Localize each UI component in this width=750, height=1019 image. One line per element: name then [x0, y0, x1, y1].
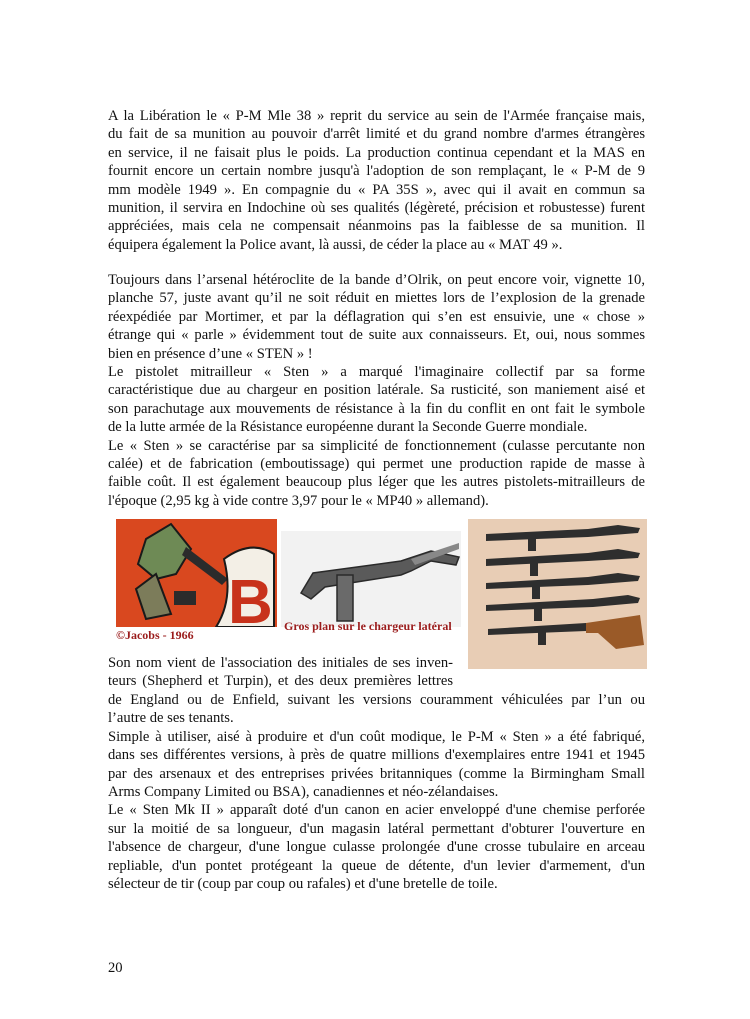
- text-line: de England ou de Enfield, suivant les versions couramment véhiculées par l’un ou: [108, 692, 645, 708]
- text-line: Le « Sten » se caractérise par sa simplicité de fonctionnement (culasse percutante non: [108, 437, 645, 454]
- text-line: calée) et de fabrication (emboutissage) qui permet une production rapide de masse à: [108, 456, 645, 473]
- paragraph-name-origin-narrow: [108, 654, 453, 691]
- text-line: Toujours dans l’arsenal hétéroclite de la bande d’Olrik, on peut encore voir, vignette 10,: [108, 272, 645, 288]
- text-line: sur la moitié de sa longueur, d'un magasin latéral permettant d'obturer l'ouverture en: [108, 820, 645, 837]
- text-line: Son nom vient de l'association des initiales de ses inven-: [108, 655, 453, 671]
- text-line: teurs (Shepherd et Turpin), et des deux premières lettres: [108, 673, 453, 690]
- caption-magazine: Gros plan sur le chargeur latéral: [284, 619, 452, 633]
- text-line: munition, il servira en Indochine où ses qualités (légèreté, précision et robustesse) furent: [108, 200, 645, 217]
- text-line: appréciées, mais cela ne compensait néanmoins pas la faiblesse de sa munition. Il: [108, 218, 645, 235]
- comic-panel-image: [116, 519, 277, 627]
- page-number: 20: [108, 960, 123, 976]
- text-line: repliable, d'un pontet protégeant la queue de détente, d'un levier d'armement, d'un: [108, 857, 645, 874]
- text-line: Le pistolet mitrailleur « Sten » a marqué l'imaginaire collectif par sa forme: [108, 364, 645, 381]
- paragraph-liberation: [108, 107, 645, 254]
- text-line: l’autre de ses tenants.: [108, 710, 234, 727]
- text-line: son parachutage aux mouvements de résistance à la fin du conflit en ont fait le symbole: [108, 400, 645, 417]
- text-line: de la lutte armée de la Résistance européenne durant la Seconde Guerre mondiale.: [108, 419, 588, 436]
- caption-credit: ©Jacobs - 1966: [116, 628, 194, 642]
- text-line: étrange qui « parle » évidemment tout de suite aux connaisseurs. Et, oui, nous sommes: [108, 327, 645, 344]
- paragraph-sten-intro: [108, 271, 645, 510]
- sten-variants-photo: [468, 519, 647, 669]
- text-line: faible coût. Il est également beaucoup plus léger que les autres pistolets-mitrailleurs de: [108, 474, 645, 491]
- text-line: réexpédiée par Mortimer, et par la déflagration qui s’en est ensuivie, une « chose »: [108, 308, 645, 325]
- text-line: Arms Company Limited ou BSA), canadiennes et néo-zélandaises.: [108, 784, 499, 801]
- text-line: dans ses différentes versions, à près de quatre millions d'exemplaires entre 1941 et 1945: [108, 747, 645, 764]
- text-line: par des arsenaux et des entreprises privées britanniques (comme la Birmingham Small: [108, 765, 645, 782]
- text-line: fournit encore un certain nombre jusqu'à l'adoption de son remplaçant, le « P-M de 9: [108, 163, 645, 180]
- text-line: du fait de sa munition au pouvoir d'arrêt limité et du grand nombre d'armes étrangères: [108, 126, 645, 143]
- text-line: l'absence de chargeur, d'une longue culasse prolongée d'une crosse tubulaire en arceau: [108, 839, 645, 856]
- sten-magazine-photo: [281, 531, 461, 627]
- text-line: Le « Sten Mk II » apparaît doté d'un canon en acier enveloppé d'une chemise perforée: [108, 802, 645, 819]
- text-line: caractéristique due au chargeur en position latérale. Sa rusticité, son maniement aisé et: [108, 382, 645, 399]
- text-line: mm modèle 1949 ». En compagnie du « PA 35S », avec qui il avait en commun sa: [108, 181, 645, 198]
- sten-variants-drawing: [468, 519, 647, 669]
- text-line: A la Libération le « P-M Mle 38 » reprit du service au sein de l'Armée française mais,: [108, 108, 645, 124]
- sten-photo-drawing: [281, 531, 461, 627]
- text-line: Simple à utiliser, aisé à produire et d'un coût modique, le P-M « Sten » a été fabriqué,: [108, 728, 645, 745]
- paragraph-name-origin: [108, 691, 645, 893]
- text-line: en service, il ne faisait plus le poids. La production continua cependant et la MAS en: [108, 144, 645, 161]
- comic-letter: B: [228, 568, 273, 627]
- text-line: équipera également la Police avant, là aussi, de céder la place au « MAT 49 ».: [108, 236, 563, 253]
- text-line: planche 57, juste avant qu’il ne soit réduit en miettes lors de l’explosion de la grenade: [108, 290, 645, 307]
- text-line: bien en présence d’une « STEN » !: [108, 345, 313, 362]
- text-line: sélecteur de tir (coup par coup ou rafales) et d'une bretelle de toile.: [108, 876, 498, 893]
- text-line: l'époque (2,95 kg à vide contre 3,97 pour le « MP40 » allemand).: [108, 492, 489, 509]
- comic-panel-drawing: [116, 519, 277, 627]
- figure-row: [116, 519, 646, 669]
